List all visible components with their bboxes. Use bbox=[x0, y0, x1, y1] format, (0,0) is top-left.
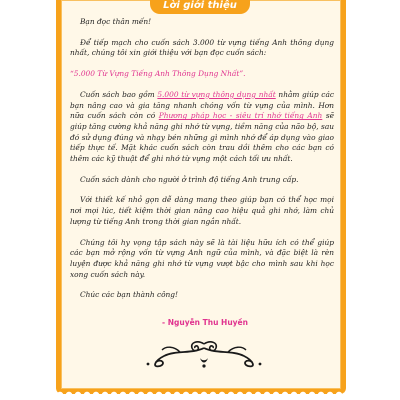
desc-text-c: sẽ giúp tăng cường khả năng ghi nhớ từ vựng, tiềm năng của não bộ, sau đó sử dụng đúng và nhạy bén những gì mình nhớ để áp dụng vào giao tiếp thực tế. Mặt khác cuốn sách còn trau dồi thêm cho các bạn có thêm các kỹ thuật để ghi nhớ từ vựng một cách tối ưu nhất. bbox=[70, 111, 334, 164]
book-title: “5.000 Từ Vựng Tiếng Anh Thông Dụng Nhất”. bbox=[70, 69, 246, 79]
paragraph-design: Với thiết kế nhỏ gọn dễ dàng mang theo giúp bạn có thể học mọi nơi mọi lúc, tiết kiệm thời gian nâng cao hiệu quả ghi nhớ, làm chủ lượng từ tiếng Anh trong thời gian ngắn nhất. bbox=[70, 195, 334, 226]
flourish-ornament-icon bbox=[140, 338, 268, 370]
frame-scallop-bottom bbox=[56, 391, 346, 399]
signature: - Nguyễn Thu Huyền bbox=[162, 318, 248, 327]
highlight-5000-words: 5.000 từ vựng thông dụng nhất bbox=[157, 89, 276, 99]
paragraph-audience: Cuốn sách dành cho người ở trình độ tiếng Anh trung cấp. bbox=[80, 174, 299, 184]
desc-text-a: Cuốn sách bao gồm bbox=[80, 89, 158, 99]
paragraph-hope: Chúng tôi hy vọng tập sách này sẽ là tài liệu hữu ích có thể giúp các bạn mở rộng vốn từ vựng Anh ngữ của mình, và đặc biệt là rèn luyện được khả năng ghi nhớ từ vựng vượt bậc cho mình sau khi học xong cuốn sách này. bbox=[70, 237, 334, 279]
highlight-method: Phương pháp học - siêu trí nhớ tiếng Anh bbox=[158, 111, 323, 121]
greeting: Bạn đọc thân mến! bbox=[80, 17, 152, 26]
page-title: Lời giới thiệu bbox=[150, 0, 250, 14]
paragraph-intro: Để tiếp mạch cho cuốn sách 3.000 từ vựng tiếng Anh thông dụng nhất, chúng tôi xin giới thiệu với bạn đọc cuốn sách: bbox=[70, 37, 334, 58]
desc-text-b: nhằm giúp các bạn nâng cao và gia tăng nhanh chóng vốn từ vựng của mình. Hơn nữa cuốn sách còn có bbox=[70, 89, 334, 121]
paragraph-description bbox=[70, 90, 334, 165]
page-content bbox=[70, 17, 334, 311]
closing: Chúc các bạn thành công! bbox=[80, 290, 178, 300]
